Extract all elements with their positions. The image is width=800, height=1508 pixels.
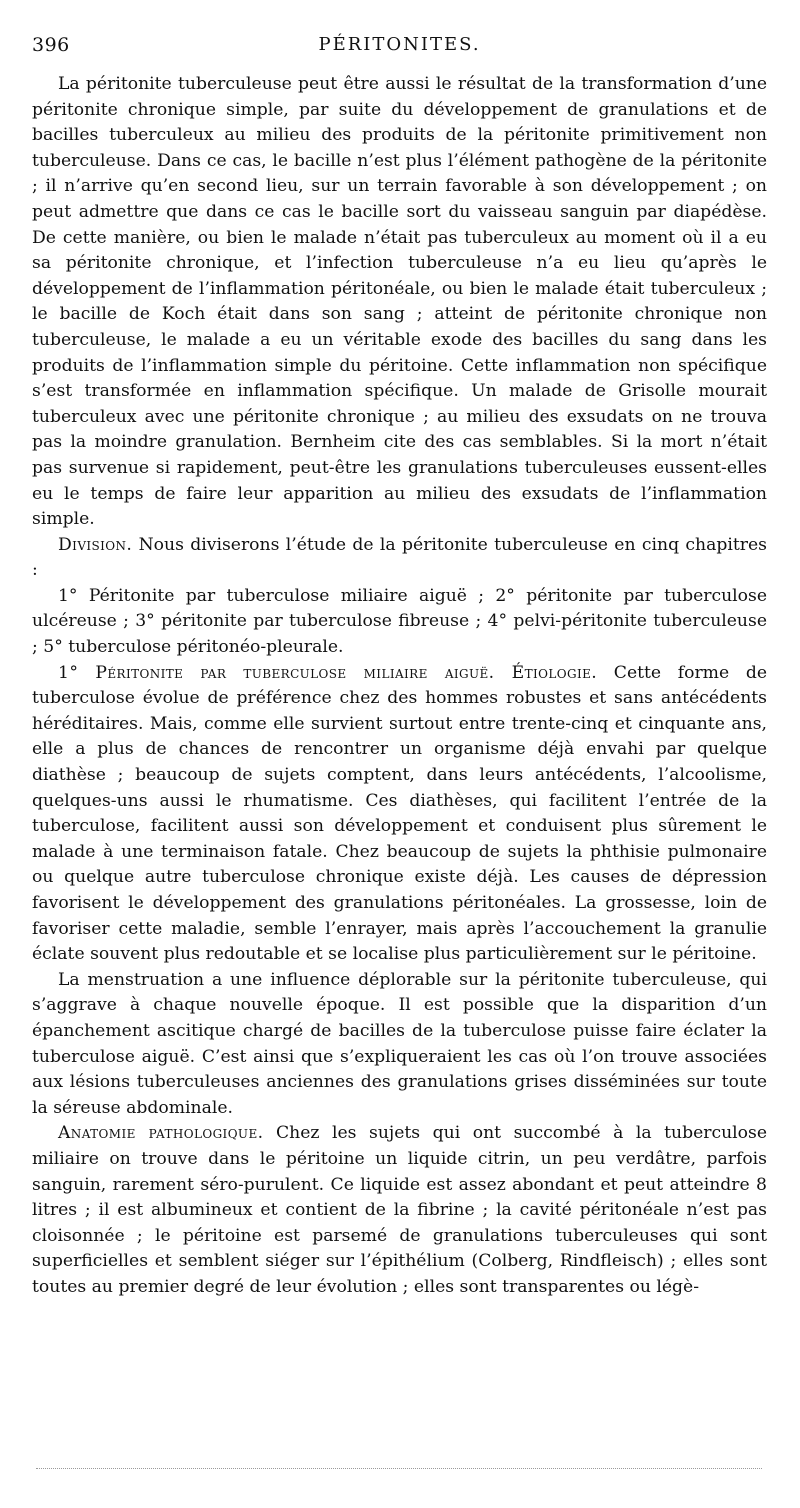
running-title: PÉRITONITES. <box>318 34 481 55</box>
paragraph-text: La péritonite tuberculeuse peut être aussi le résultat de la transformation d’une péritonite chronique simple, par suite du développement de granulations et de bacilles tuberculeux au milieu des produits de la péritonite primitivement non tuberculeuse. Dans ce cas, le bacille n’est plus l’élément pathogène de la péritonite ; il n’arrive qu’en second lieu, sur un terrain favorable à son développement ; on peut admettre que dans ce cas le bacille sort du vaisseau sanguin par diapédèse. De cette manière, ou bien le malade n’était pas tuberculeux au moment où il a eu sa péritonite chronique, et l’infection tuberculeuse n’a eu lieu qu’après le développement de l’inflammation péritonéale, ou bien le malade était tuberculeux ; le bacille de Koch était dans son sang ; atteint de péritonite chronique non tuberculeuse, le malade a eu un véritable exode des bacilles du sang dans les produits de l’inflammation simple du péritoine. Cette inflammation non spécifique s’est transformée en inflammation spécifique. Un malade de Grisolle mourait tuberculeux avec une péritonite chronique ; au milieu des exsudats on ne trouva pas la moindre granulation. Bernheim cite des cas semblables. Si la mort n’était pas survenue si rapidement, peut-être les granulations tuberculeuses eussent-elles eu le temps de faire leur apparition au milieu des exsudats de l’inflammation simple. <box>32 74 767 530</box>
paragraph-text: 1° Péritonite par tuberculose miliaire aiguë ; 2° péritonite par tuberculose ulcéreuse ; 3° péritonite par tuberculose fibreuse ; 4° pelvi-péritonite tuberculeuse ; 5° tuberculose péritonéo-pleurale. <box>32 585 767 658</box>
paragraph-transformation <box>32 72 767 533</box>
section-lead-division: Division. <box>58 534 133 555</box>
book-page <box>32 30 767 1470</box>
paragraph-division <box>32 533 767 584</box>
section-lead-miliaire: 1° Péritonite par tuberculose miliaire aiguë. <box>58 662 495 683</box>
paragraph-anatomie <box>32 1121 767 1300</box>
paragraph-text: Nous diviserons l’étude de la péritonite tuberculeuse en cinq chapitres : <box>32 534 767 581</box>
paragraph-text: La menstruation a une influence déplorable sur la péritonite tuberculeuse, qui s’aggrave à chaque nouvelle époque. Il est possible que la disparition d’un épanchement ascitique chargé de bacilles de la tuberculose puisse faire éclater la tuberculose aiguë. C’est ainsi que s’expliqueraient les cas où l’on trouve associées aux lésions tuberculeuses anciennes des granulations grises disséminées sur toute la séreuse abdominale. <box>32 969 767 1118</box>
page-header <box>32 30 767 60</box>
page-body <box>32 72 767 1301</box>
section-lead-anatomie: Anatomie pathologique. <box>58 1123 264 1144</box>
paragraph-etiologie <box>32 661 767 968</box>
paragraph-menstruation <box>32 968 767 1122</box>
page-number: 396 <box>32 34 70 56</box>
subsection-lead-etiologie: Étiologie. <box>494 662 598 683</box>
footer-dotted-rule <box>36 1468 762 1469</box>
paragraph-text: Cette forme de tuberculose évolue de préférence chez des hommes robustes et sans antécédents héréditaires. Mais, comme elle survient surtout entre trente-cinq et cinquante ans, elle a plus de chances de rencontrer un organisme déjà envahi par quelque diathèse ; beaucoup de sujets comptent, dans leurs antécédents, l’alcoolisme, quelques-uns aussi le rhumatisme. Ces diathèses, qui facilitent l’entrée de la tuberculose, facilitent aussi son développement et conduisent plus sûrement le malade à une terminaison fatale. Chez beaucoup de sujets la phthisie pulmonaire ou quelque autre tuberculose chronique existe déjà. Les causes de dépression favorisent le développement des granulations péritonéales. La grossesse, loin de favoriser cette maladie, semble l’enrayer, mais après l’accouchement la granulie éclate souvent plus redoutable et se localise plus particulièrement sur le péritoine. <box>32 662 767 965</box>
paragraph-chapter-list <box>32 584 767 661</box>
paragraph-text: Chez les sujets qui ont succombé à la tuberculose miliaire on trouve dans le péritoine un liquide citrin, un peu verdâtre, parfois sanguin, rarement séro-purulent. Ce liquide est assez abondant et peut atteindre 8 litres ; il est albumineux et contient de la fibrine ; la cavité péritonéale n’est pas cloisonnée ; le péritoine est parsemé de granulations tuberculeuses qui sont superficielles et semblent siéger sur l’épithélium (Colberg, Rindfleisch) ; elles sont toutes au premier degré de leur évolution ; elles sont transparentes ou légè- <box>32 1123 768 1297</box>
